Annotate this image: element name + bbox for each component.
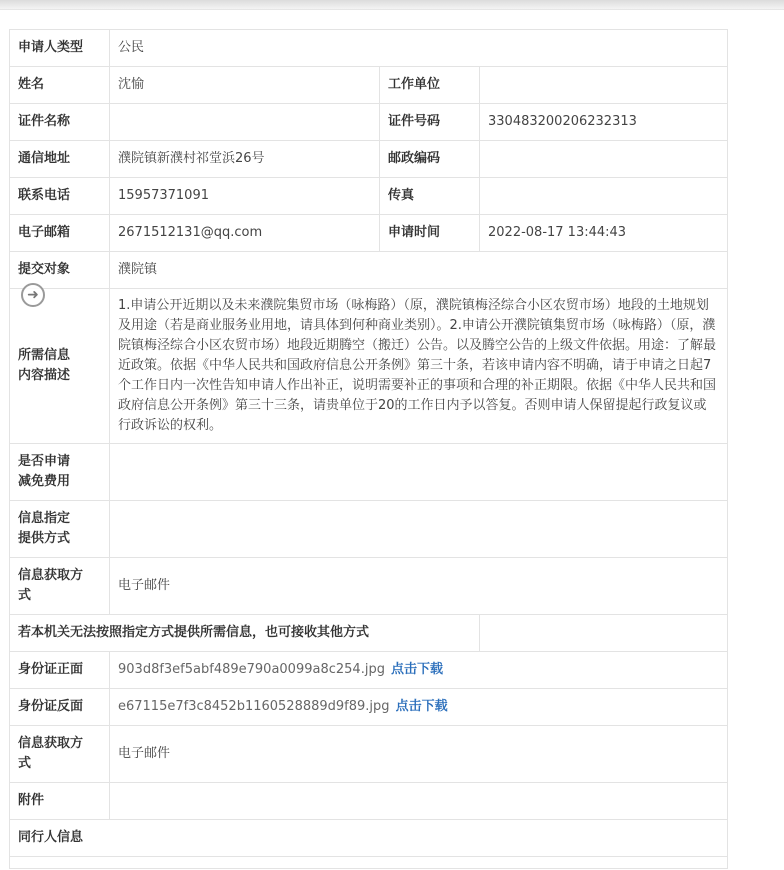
provide-method-value bbox=[110, 501, 728, 558]
attachment-value bbox=[110, 783, 728, 820]
id-name-value bbox=[110, 104, 380, 141]
obtain-method-2-label bbox=[10, 726, 110, 783]
obtain-method-2-label-line2: 式 bbox=[18, 756, 32, 771]
row-applicant-type bbox=[10, 30, 728, 67]
name-label: 姓名 bbox=[10, 67, 110, 104]
provide-method-label-line1: 信息指定 bbox=[18, 511, 71, 526]
row-email bbox=[10, 215, 728, 252]
fax-label: 传真 bbox=[380, 178, 480, 215]
obtain-method-label-line1: 信息获取方 bbox=[18, 568, 84, 583]
fee-waiver-label bbox=[10, 444, 110, 501]
info-desc-label-line1: 所需信息 bbox=[18, 348, 71, 363]
obtain-method-2-label-line1: 信息获取方 bbox=[18, 736, 84, 751]
row-info-desc bbox=[10, 289, 728, 444]
row-name bbox=[10, 67, 728, 104]
id-back-download-link[interactable]: 点击下载 bbox=[395, 699, 448, 714]
id-front-label: 身份证正面 bbox=[10, 652, 110, 689]
email-value: 2671512131@qq.com bbox=[110, 215, 380, 252]
id-name-label: 证件名称 bbox=[10, 104, 110, 141]
row-companions bbox=[10, 820, 728, 857]
id-front-value bbox=[110, 652, 728, 689]
applicant-type-label: 申请人类型 bbox=[10, 30, 110, 67]
obtain-method-label-line2: 式 bbox=[18, 588, 32, 603]
row-accept-other bbox=[10, 615, 728, 652]
attachment-label: 附件 bbox=[10, 783, 110, 820]
info-desc-label-line2: 内容描述 bbox=[18, 368, 71, 383]
id-back-label: 身份证反面 bbox=[10, 689, 110, 726]
row-provide-method bbox=[10, 501, 728, 558]
info-desc-value: 1.申请公开近期以及未来濮院集贸市场（咏梅路）（原，濮院镇梅泾综合小区农贸市场）地段的土地规划及用途（若是商业服务业用地，请具体到何种商业类别）。2.申请公开濮院镇集贸市场（咏梅路）（原，濮院镇梅泾综合小区农贸市场）地段近期腾空（搬迁）公告。以及腾空公告的上级文件依据。用途：了解最近政策。依据《中华人民共和国政府信息公开条例》第三十条，若该申请内容不明确，请于申请之日起7个工作日内一次性告知申请人作出补正，说明需要补正的事项和合理的补正期限。依据《中华人民共和国政府信息公开条例》第三十三条，请贵单位于20的工作日内予以答复。否则申请人保留提起行政复议或行政诉讼的权利。 bbox=[110, 289, 728, 444]
work-unit-label: 工作单位 bbox=[380, 67, 480, 104]
row-target bbox=[10, 252, 728, 289]
phone-label: 联系电话 bbox=[10, 178, 110, 215]
application-detail-table bbox=[9, 29, 728, 869]
fax-value bbox=[480, 178, 728, 215]
work-unit-value bbox=[480, 67, 728, 104]
address-label: 通信地址 bbox=[10, 141, 110, 178]
fee-waiver-label-line2: 减免费用 bbox=[18, 474, 71, 489]
obtain-method-label bbox=[10, 558, 110, 615]
info-desc-label bbox=[10, 289, 110, 444]
row-id-back bbox=[10, 689, 728, 726]
id-front-filename: 903d8f3ef5abf489e790a0099a8c254.jpg bbox=[118, 662, 385, 677]
row-companions-content bbox=[10, 857, 728, 869]
target-value: 濮院镇 bbox=[110, 252, 728, 289]
email-label: 电子邮箱 bbox=[10, 215, 110, 252]
id-back-value bbox=[110, 689, 728, 726]
arrow-right-circle-icon[interactable]: ➜ bbox=[21, 283, 45, 307]
apply-time-value: 2022-08-17 13:44:43 bbox=[480, 215, 728, 252]
apply-time-label: 申请时间 bbox=[380, 215, 480, 252]
target-label: 提交对象 bbox=[10, 252, 110, 289]
id-back-filename: e67115e7f3c8452b1160528889d9f89.jpg bbox=[118, 699, 390, 714]
accept-other-label: 若本机关无法按照指定方式提供所需信息，也可接收其他方式 bbox=[10, 615, 480, 652]
applicant-type-value: 公民 bbox=[110, 30, 728, 67]
companions-content bbox=[10, 857, 728, 869]
row-fee-waiver bbox=[10, 444, 728, 501]
id-number-value: 330483200206232313 bbox=[480, 104, 728, 141]
row-id bbox=[10, 104, 728, 141]
address-value: 濮院镇新濮村祁堂浜26号 bbox=[110, 141, 380, 178]
row-attachment bbox=[10, 783, 728, 820]
provide-method-label bbox=[10, 501, 110, 558]
companions-label: 同行人信息 bbox=[10, 820, 728, 857]
row-address bbox=[10, 141, 728, 178]
obtain-method-2-value: 电子邮件 bbox=[110, 726, 728, 783]
row-id-front bbox=[10, 652, 728, 689]
page-content bbox=[0, 9, 784, 870]
name-value: 沈愉 bbox=[110, 67, 380, 104]
row-obtain-method bbox=[10, 558, 728, 615]
obtain-method-value: 电子邮件 bbox=[110, 558, 728, 615]
postcode-label: 邮政编码 bbox=[380, 141, 480, 178]
row-obtain-method-2 bbox=[10, 726, 728, 783]
phone-value: 15957371091 bbox=[110, 178, 380, 215]
id-number-label: 证件号码 bbox=[380, 104, 480, 141]
accept-other-value bbox=[480, 615, 728, 652]
id-front-download-link[interactable]: 点击下载 bbox=[390, 662, 443, 677]
postcode-value bbox=[480, 141, 728, 178]
fee-waiver-label-line1: 是否申请 bbox=[18, 454, 71, 469]
fee-waiver-value bbox=[110, 444, 728, 501]
provide-method-label-line2: 提供方式 bbox=[18, 531, 71, 546]
row-phone bbox=[10, 178, 728, 215]
